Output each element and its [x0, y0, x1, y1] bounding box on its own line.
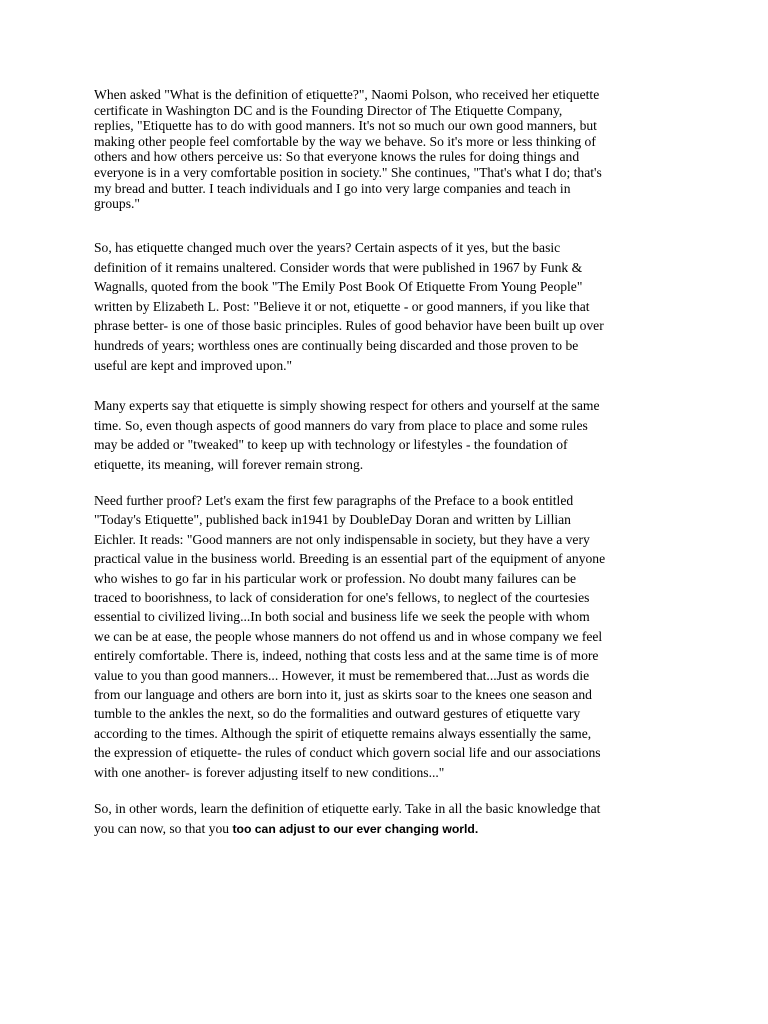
- paragraph-todays-etiquette-preface: Need further proof? Let's exam the first few paragraphs of the Preface to a book entitled "Today's Etiquette", published back in1941 by DoubleDay Doran and written by Lillian Eichler. It reads: "Good manners are not only indispensable in society, but they have a very practical value in the business world. Breeding is an essential part of the equipment of anyone who wishes to go far in his particular work or profession. No doubt many failures can be traced to boorishness, to lack of consideration for one's fellows, to neglect of the courtesies essential to civilized living...In both social and business life we seek the people with whom we can be at ease, the people whose manners do not offend us and in whose company we feel entirely comfortable. There is, indeed, nothing that costs less and at the same time is of more value to you than good manners... However, it must be remembered that...Just as words die from our language and others are born into it, just as skirts soar to the knees one season and tumble to the ankles the next, so do the formalities and outward gestures of etiquette vary according to the times. Although the spirit of etiquette remains always essentially the same, the expression of etiquette- the rules of conduct which govern social life and our associations with one another- is forever adjusting itself to new conditions...": [94, 493, 606, 780]
- paragraph-experts-respect: Many experts say that etiquette is simply showing respect for others and yourself at the same time. So, even though aspects of good manners do vary from place to place and some rules may be added or "tweaked" to keep up with technology or lifestyles - the foundation of etiquette, its meaning, will forever remain strong.: [94, 398, 600, 472]
- paragraph-closing: [94, 799, 684, 839]
- closing-text-emphasis: too can adjust to our ever changing world.: [232, 821, 479, 836]
- paragraph-naomi-polson-quote: When asked "What is the definition of etiquette?", Naomi Polson, who received her etiquette certificate in Washington DC and is the Founding Director of The Etiquette Company, replies, "Etiquette has to do with good manners. It's not so much our own good manners, but making other people feel comfortable by the way we behave. So it's more or less thinking of others and how others perceive us: So that everyone knows the rules for doing things and everyone is in a very comfortable position in society." She continues, "That's what I do; that's my bread and butter. I teach individuals and I go into very large companies and teach in groups.": [94, 87, 602, 212]
- paragraph-etiquette-changed: So, has etiquette changed much over the years? Certain aspects of it yes, but the basic definition of it remains unaltered. Consider words that were published in 1967 by Funk & Wagnalls, quoted from the book "The Emily Post Book Of Etiquette From Young People" written by Elizabeth L. Post: "Believe it or not, etiquette - or good manners, if you like that phrase better- is one of those basic principles. Rules of good behavior have been built up over hundreds of years; worthless ones are continually being discarded and those proven to be useful are kept and improved upon.": [94, 240, 604, 373]
- closing-text: So, in other words, learn the definition of etiquette early. Take in all the basic knowledge that you can now, so that you: [94, 801, 601, 836]
